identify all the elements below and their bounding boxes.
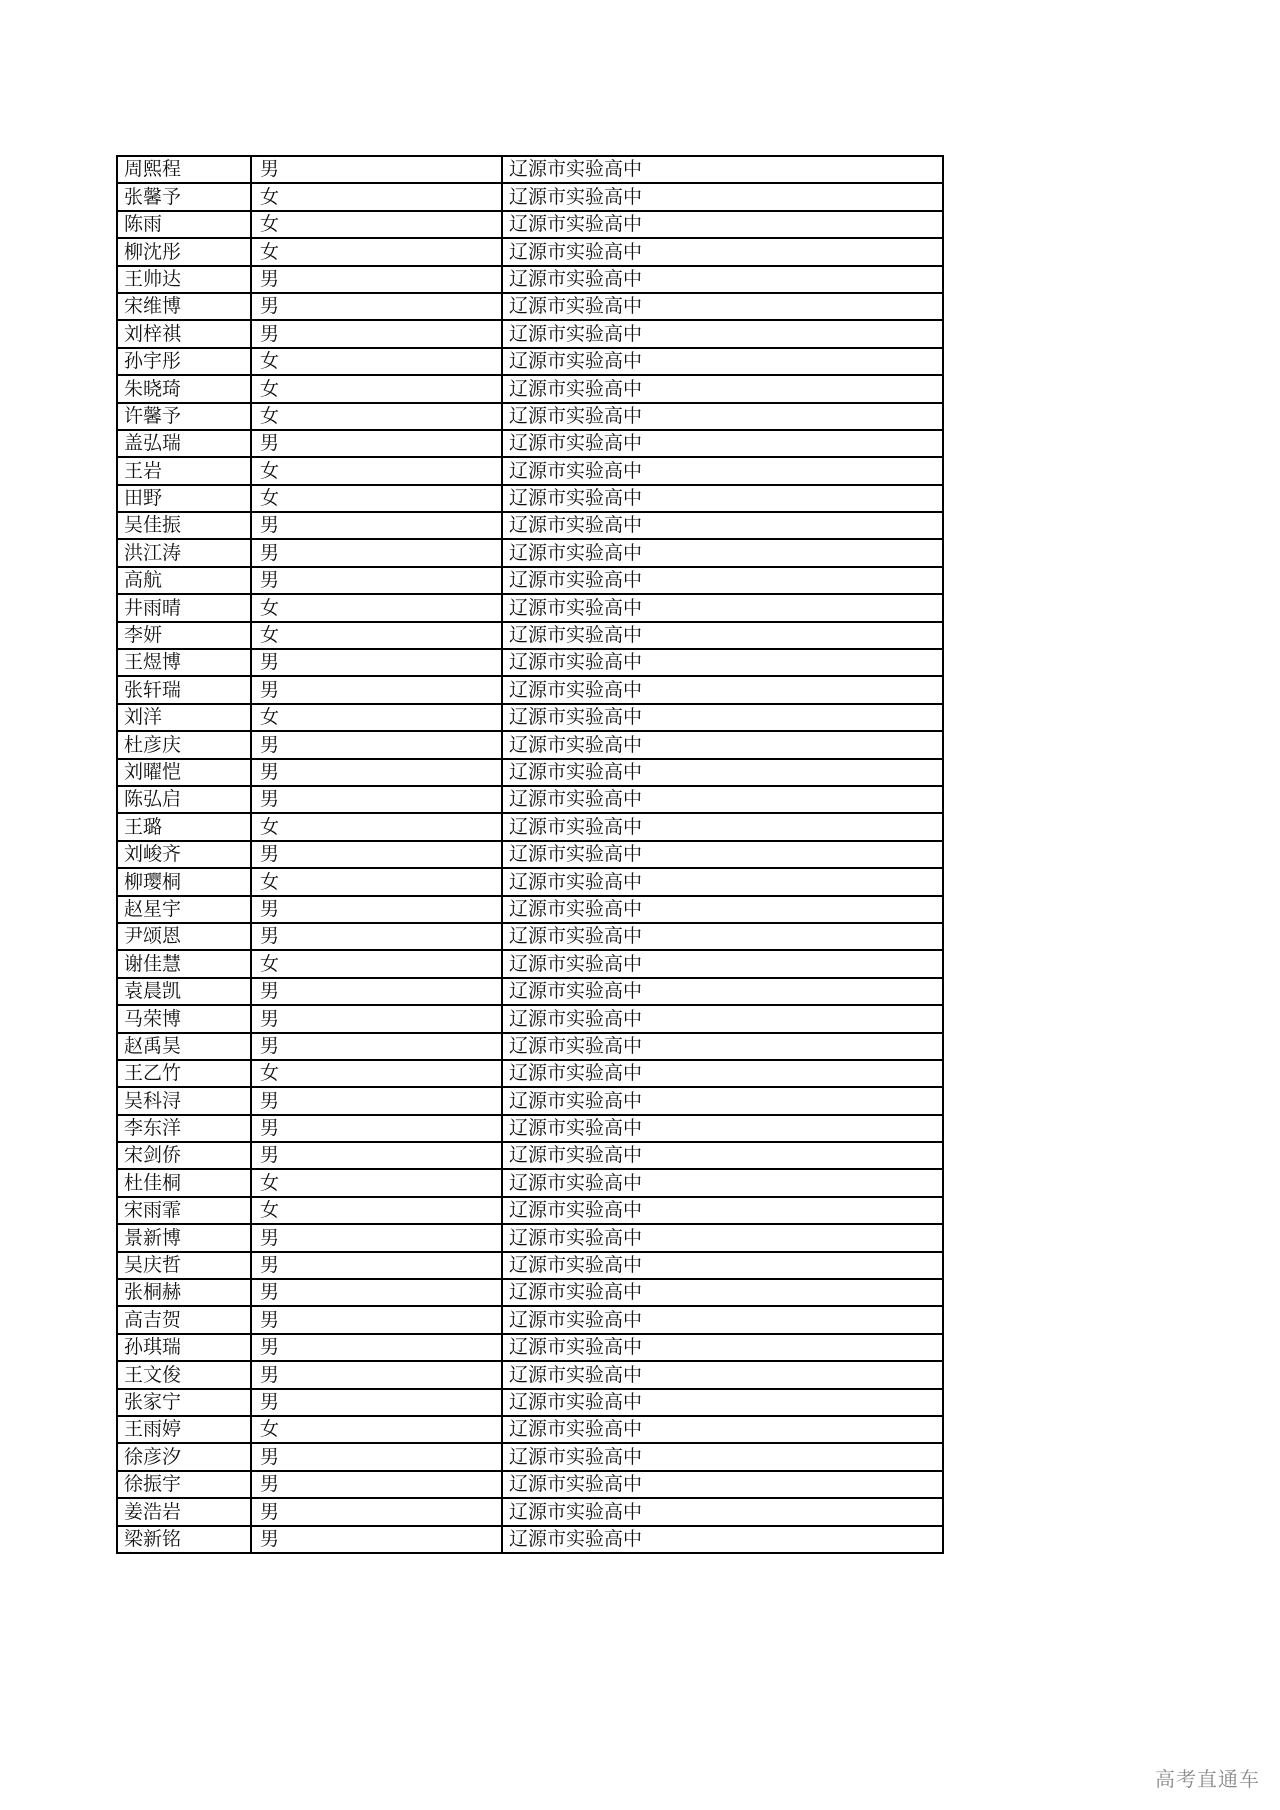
student-school-cell: 辽源市实验高中: [502, 320, 943, 347]
student-name-cell: 柳沈彤: [117, 238, 251, 265]
table-row: [117, 1443, 943, 1470]
table-row: [117, 676, 943, 703]
table-row: [117, 1224, 943, 1251]
student-gender-cell: 女: [251, 403, 502, 430]
student-school-cell: 辽源市实验高中: [502, 759, 943, 786]
student-gender-cell: 男: [251, 676, 502, 703]
student-gender-cell: 女: [251, 375, 502, 402]
table-row: [117, 320, 943, 347]
student-gender-cell: 男: [251, 1306, 502, 1333]
student-gender-cell: 男: [251, 567, 502, 594]
student-school-cell: 辽源市实验高中: [502, 1087, 943, 1114]
student-name-cell: 高航: [117, 567, 251, 594]
student-gender-cell: 男: [251, 1115, 502, 1142]
student-school-cell: 辽源市实验高中: [502, 457, 943, 484]
student-gender-cell: 女: [251, 1416, 502, 1443]
table-row: [117, 403, 943, 430]
student-school-cell: 辽源市实验高中: [502, 1060, 943, 1087]
student-school-cell: 辽源市实验高中: [502, 348, 943, 375]
student-name-cell: 张馨予: [117, 183, 251, 210]
table-row: [117, 293, 943, 320]
watermark-text: 高考直通车: [1155, 1767, 1260, 1791]
student-gender-cell: 男: [251, 1471, 502, 1498]
table-row: [117, 1252, 943, 1279]
student-gender-cell: 女: [251, 348, 502, 375]
student-name-cell: 尹颂恩: [117, 923, 251, 950]
table-row: [117, 375, 943, 402]
student-name-cell: 孙宇彤: [117, 348, 251, 375]
table-row: [117, 704, 943, 731]
student-school-cell: 辽源市实验高中: [502, 1169, 943, 1196]
table-row: [117, 1306, 943, 1333]
student-gender-cell: 男: [251, 1142, 502, 1169]
table-row: [117, 156, 943, 183]
table-row: [117, 1279, 943, 1306]
table-row: [117, 1197, 943, 1224]
student-name-cell: 景新博: [117, 1224, 251, 1251]
student-gender-cell: 男: [251, 266, 502, 293]
student-school-cell: 辽源市实验高中: [502, 923, 943, 950]
student-school-cell: 辽源市实验高中: [502, 731, 943, 758]
student-name-cell: 高吉贺: [117, 1306, 251, 1333]
table-row: [117, 759, 943, 786]
table-row: [117, 1087, 943, 1114]
student-school-cell: 辽源市实验高中: [502, 512, 943, 539]
table-row: [117, 1526, 943, 1553]
student-school-cell: 辽源市实验高中: [502, 1033, 943, 1060]
student-name-cell: 王雨婷: [117, 1416, 251, 1443]
student-school-cell: 辽源市实验高中: [502, 375, 943, 402]
student-name-cell: 马荣博: [117, 1005, 251, 1032]
student-name-cell: 刘曜恺: [117, 759, 251, 786]
student-gender-cell: 男: [251, 293, 502, 320]
student-name-cell: 李东洋: [117, 1115, 251, 1142]
student-gender-cell: 男: [251, 512, 502, 539]
table-row: [117, 1115, 943, 1142]
student-gender-cell: 男: [251, 539, 502, 566]
student-name-cell: 洪江涛: [117, 539, 251, 566]
student-gender-cell: 男: [251, 759, 502, 786]
student-school-cell: 辽源市实验高中: [502, 211, 943, 238]
table-row: [117, 1169, 943, 1196]
student-gender-cell: 男: [251, 1498, 502, 1525]
table-row: [117, 211, 943, 238]
student-school-cell: 辽源市实验高中: [502, 1498, 943, 1525]
student-name-cell: 张家宁: [117, 1389, 251, 1416]
student-school-cell: 辽源市实验高中: [502, 594, 943, 621]
table-row: [117, 950, 943, 977]
student-school-cell: 辽源市实验高中: [502, 1416, 943, 1443]
student-name-cell: 赵禹昊: [117, 1033, 251, 1060]
student-school-cell: 辽源市实验高中: [502, 1526, 943, 1553]
student-name-cell: 姜浩岩: [117, 1498, 251, 1525]
table-row: [117, 896, 943, 923]
student-name-cell: 宋剑侨: [117, 1142, 251, 1169]
student-name-cell: 田野: [117, 485, 251, 512]
student-name-cell: 刘峻齐: [117, 841, 251, 868]
student-school-cell: 辽源市实验高中: [502, 704, 943, 731]
student-school-cell: 辽源市实验高中: [502, 841, 943, 868]
student-gender-cell: 女: [251, 813, 502, 840]
table-row: [117, 841, 943, 868]
student-gender-cell: 女: [251, 704, 502, 731]
student-name-cell: 柳璎桐: [117, 868, 251, 895]
table-row: [117, 923, 943, 950]
table-row: [117, 238, 943, 265]
student-gender-cell: 男: [251, 1334, 502, 1361]
table-row: [117, 266, 943, 293]
student-school-cell: 辽源市实验高中: [502, 1005, 943, 1032]
student-gender-cell: 男: [251, 978, 502, 1005]
student-name-cell: 王煜博: [117, 649, 251, 676]
student-school-cell: 辽源市实验高中: [502, 813, 943, 840]
student-school-cell: 辽源市实验高中: [502, 649, 943, 676]
student-gender-cell: 男: [251, 1033, 502, 1060]
student-name-cell: 陈雨: [117, 211, 251, 238]
student-name-cell: 孙琪瑞: [117, 1334, 251, 1361]
student-gender-cell: 女: [251, 485, 502, 512]
student-gender-cell: 男: [251, 1279, 502, 1306]
student-roster-table: [116, 155, 944, 1554]
student-gender-cell: 女: [251, 622, 502, 649]
student-school-cell: 辽源市实验高中: [502, 1306, 943, 1333]
table-row: [117, 786, 943, 813]
student-name-cell: 徐振宇: [117, 1471, 251, 1498]
student-gender-cell: 男: [251, 1526, 502, 1553]
student-name-cell: 吴庆哲: [117, 1252, 251, 1279]
student-gender-cell: 女: [251, 1169, 502, 1196]
table-row: [117, 978, 943, 1005]
student-gender-cell: 男: [251, 786, 502, 813]
student-gender-cell: 男: [251, 1252, 502, 1279]
student-school-cell: 辽源市实验高中: [502, 238, 943, 265]
student-name-cell: 王岩: [117, 457, 251, 484]
student-school-cell: 辽源市实验高中: [502, 896, 943, 923]
student-name-cell: 朱晓琦: [117, 375, 251, 402]
student-school-cell: 辽源市实验高中: [502, 1115, 943, 1142]
student-gender-cell: 男: [251, 320, 502, 347]
student-name-cell: 杜佳桐: [117, 1169, 251, 1196]
student-gender-cell: 男: [251, 1361, 502, 1388]
student-gender-cell: 女: [251, 238, 502, 265]
student-school-cell: 辽源市实验高中: [502, 622, 943, 649]
student-name-cell: 宋维博: [117, 293, 251, 320]
student-gender-cell: 男: [251, 430, 502, 457]
student-gender-cell: 女: [251, 457, 502, 484]
student-gender-cell: 男: [251, 896, 502, 923]
student-name-cell: 张轩瑞: [117, 676, 251, 703]
student-gender-cell: 男: [251, 1087, 502, 1114]
table-row: [117, 512, 943, 539]
student-name-cell: 谢佳慧: [117, 950, 251, 977]
table-row: [117, 457, 943, 484]
student-school-cell: 辽源市实验高中: [502, 1443, 943, 1470]
student-school-cell: 辽源市实验高中: [502, 978, 943, 1005]
student-gender-cell: 男: [251, 1005, 502, 1032]
student-school-cell: 辽源市实验高中: [502, 539, 943, 566]
student-name-cell: 吴佳振: [117, 512, 251, 539]
student-school-cell: 辽源市实验高中: [502, 786, 943, 813]
student-name-cell: 王璐: [117, 813, 251, 840]
table-row: [117, 649, 943, 676]
student-school-cell: 辽源市实验高中: [502, 403, 943, 430]
student-name-cell: 杜彦庆: [117, 731, 251, 758]
student-gender-cell: 男: [251, 923, 502, 950]
student-school-cell: 辽源市实验高中: [502, 156, 943, 183]
student-gender-cell: 男: [251, 649, 502, 676]
student-gender-cell: 男: [251, 156, 502, 183]
student-school-cell: 辽源市实验高中: [502, 1279, 943, 1306]
table-row: [117, 1416, 943, 1443]
table-row: [117, 1334, 943, 1361]
student-gender-cell: 男: [251, 1443, 502, 1470]
student-school-cell: 辽源市实验高中: [502, 868, 943, 895]
student-school-cell: 辽源市实验高中: [502, 1142, 943, 1169]
table-row: [117, 485, 943, 512]
student-school-cell: 辽源市实验高中: [502, 1334, 943, 1361]
student-school-cell: 辽源市实验高中: [502, 1471, 943, 1498]
student-gender-cell: 女: [251, 1060, 502, 1087]
student-name-cell: 宋雨霏: [117, 1197, 251, 1224]
student-gender-cell: 男: [251, 1224, 502, 1251]
student-name-cell: 梁新铭: [117, 1526, 251, 1553]
student-gender-cell: 女: [251, 183, 502, 210]
student-gender-cell: 女: [251, 594, 502, 621]
table-row: [117, 430, 943, 457]
student-school-cell: 辽源市实验高中: [502, 293, 943, 320]
student-school-cell: 辽源市实验高中: [502, 567, 943, 594]
student-name-cell: 赵星宇: [117, 896, 251, 923]
student-school-cell: 辽源市实验高中: [502, 1197, 943, 1224]
student-school-cell: 辽源市实验高中: [502, 266, 943, 293]
student-gender-cell: 女: [251, 868, 502, 895]
student-school-cell: 辽源市实验高中: [502, 1252, 943, 1279]
student-name-cell: 张桐赫: [117, 1279, 251, 1306]
table-row: [117, 813, 943, 840]
student-name-cell: 井雨晴: [117, 594, 251, 621]
table-row: [117, 868, 943, 895]
student-school-cell: 辽源市实验高中: [502, 1361, 943, 1388]
student-name-cell: 刘梓祺: [117, 320, 251, 347]
table-row: [117, 1060, 943, 1087]
student-name-cell: 李妍: [117, 622, 251, 649]
table-row: [117, 1361, 943, 1388]
student-gender-cell: 女: [251, 950, 502, 977]
student-school-cell: 辽源市实验高中: [502, 1389, 943, 1416]
student-name-cell: 徐彦汐: [117, 1443, 251, 1470]
table-row: [117, 731, 943, 758]
student-name-cell: 吴科浔: [117, 1087, 251, 1114]
table-row: [117, 1498, 943, 1525]
student-name-cell: 王文俊: [117, 1361, 251, 1388]
table-row: [117, 594, 943, 621]
student-name-cell: 盖弘瑞: [117, 430, 251, 457]
student-school-cell: 辽源市实验高中: [502, 485, 943, 512]
table-row: [117, 622, 943, 649]
student-name-cell: 周熙程: [117, 156, 251, 183]
roster-table-body: [117, 156, 943, 1553]
student-name-cell: 袁晨凯: [117, 978, 251, 1005]
student-name-cell: 陈弘启: [117, 786, 251, 813]
student-gender-cell: 女: [251, 211, 502, 238]
student-gender-cell: 男: [251, 841, 502, 868]
table-row: [117, 1033, 943, 1060]
student-school-cell: 辽源市实验高中: [502, 676, 943, 703]
student-name-cell: 王帅达: [117, 266, 251, 293]
table-row: [117, 348, 943, 375]
table-row: [117, 1389, 943, 1416]
table-row: [117, 1142, 943, 1169]
student-school-cell: 辽源市实验高中: [502, 1224, 943, 1251]
table-row: [117, 1005, 943, 1032]
student-name-cell: 刘洋: [117, 704, 251, 731]
table-row: [117, 567, 943, 594]
table-row: [117, 183, 943, 210]
student-gender-cell: 女: [251, 1197, 502, 1224]
table-row: [117, 1471, 943, 1498]
student-school-cell: 辽源市实验高中: [502, 430, 943, 457]
student-school-cell: 辽源市实验高中: [502, 950, 943, 977]
student-gender-cell: 男: [251, 1389, 502, 1416]
student-name-cell: 王乙竹: [117, 1060, 251, 1087]
student-gender-cell: 男: [251, 731, 502, 758]
student-name-cell: 许馨予: [117, 403, 251, 430]
table-row: [117, 539, 943, 566]
student-school-cell: 辽源市实验高中: [502, 183, 943, 210]
